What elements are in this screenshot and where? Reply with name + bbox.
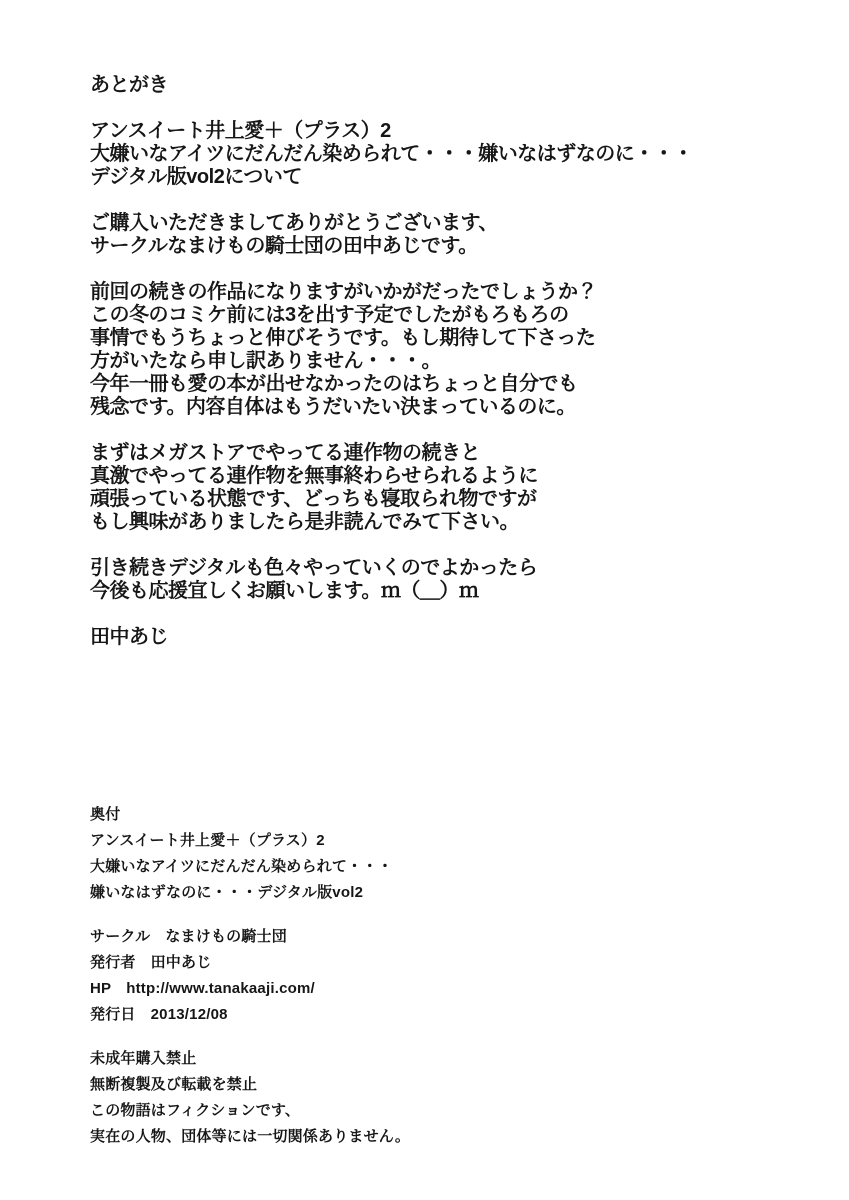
paragraph-line: 事情でもうちょっと伸びそうです。もし期待して下さった xyxy=(90,327,596,349)
notice-line: 実在の人物、団体等には一切関係ありません。 xyxy=(90,1128,411,1145)
paragraph-closing xyxy=(90,557,693,603)
colophon-title-line: 大嫌いなアイツにだんだん染められて・・・ xyxy=(90,858,393,875)
colophon-heading: 奥付 xyxy=(90,806,121,823)
notice-line: この物語はフィクションです、 xyxy=(90,1102,301,1119)
paragraph-line: 今年一冊も愛の本が出せなかったのはちょっと自分でも xyxy=(90,373,578,395)
circle-row xyxy=(90,924,410,950)
publish-date-label: 発行日 xyxy=(90,1006,136,1023)
paragraph-apology xyxy=(90,281,693,419)
paragraph-line: 頑張っている状態です、どっちも寝取られ物ですが xyxy=(90,488,537,510)
circle-label: サークル xyxy=(90,928,151,945)
homepage-row xyxy=(90,976,410,1002)
work-subtitle-line: 大嫌いなアイツにだんだん染められて・・・嫌いなはずなのに・・・ xyxy=(90,143,693,165)
paragraph-line: ご購入いただきましてありがとうございます、 xyxy=(90,212,498,234)
legal-notices-block xyxy=(90,1046,410,1150)
notice-line: 未成年購入禁止 xyxy=(90,1050,197,1067)
publisher-label: 発行者 xyxy=(90,954,136,971)
work-title-line: アンスイート井上愛＋（プラス）2 xyxy=(90,120,391,142)
paragraph-line: 残念です。内容自体はもうだいたい決まっているのに。 xyxy=(90,396,576,418)
paragraph-line: この冬のコミケ前には3を出す予定でしたがもろもろの xyxy=(90,304,569,326)
paragraph-line: もし興味がありましたら是非読んでみて下さい。 xyxy=(90,511,519,533)
paragraph-line: 方がいたなら申し訳ありません・・・。 xyxy=(90,350,441,372)
homepage-label: HP xyxy=(90,980,112,997)
paragraph-line: 今後も応援宜しくお願いします。ｍ（＿）ｍ xyxy=(90,580,479,602)
colophon-title-line: アンスイート井上愛＋（プラス）2 xyxy=(90,832,325,849)
publisher-name: 田中あじ xyxy=(150,954,212,971)
publish-date-row xyxy=(90,1002,410,1028)
author-signature: 田中あじ xyxy=(90,626,168,648)
colophon-title-line: 嫌いなはずなのに・・・デジタル版vol2 xyxy=(90,884,364,901)
work-title-block xyxy=(90,120,693,189)
afterword-section xyxy=(90,74,693,649)
paragraph-greeting xyxy=(90,212,693,258)
circle-name: なまけもの騎士団 xyxy=(165,928,287,945)
paragraph-current-work xyxy=(90,442,693,534)
publisher-row xyxy=(90,950,410,976)
publisher-info-block xyxy=(90,924,410,1028)
paragraph-line: 引き続きデジタルも色々やっていくのでよかったら xyxy=(90,557,538,579)
homepage-url: http://www.tanakaaji.com/ xyxy=(126,980,315,997)
work-edition-line: デジタル版vol2について xyxy=(90,166,302,188)
notice-line: 無断複製及び転載を禁止 xyxy=(90,1076,258,1093)
paragraph-line: まずはメガストアでやってる連作物の続きと xyxy=(90,442,480,464)
colophon-title-block xyxy=(90,802,410,906)
paragraph-line: 真激でやってる連作物を無事終わらせられるように xyxy=(90,465,538,487)
publish-date-value: 2013/12/08 xyxy=(150,1006,228,1023)
paragraph-line: サークルなまけもの騎士団の田中あじです。 xyxy=(90,235,478,257)
afterword-heading: あとがき xyxy=(90,74,168,96)
colophon-section xyxy=(90,802,410,1150)
paragraph-line: 前回の続きの作品になりますがいかがだったでしょうか？ xyxy=(90,281,597,303)
